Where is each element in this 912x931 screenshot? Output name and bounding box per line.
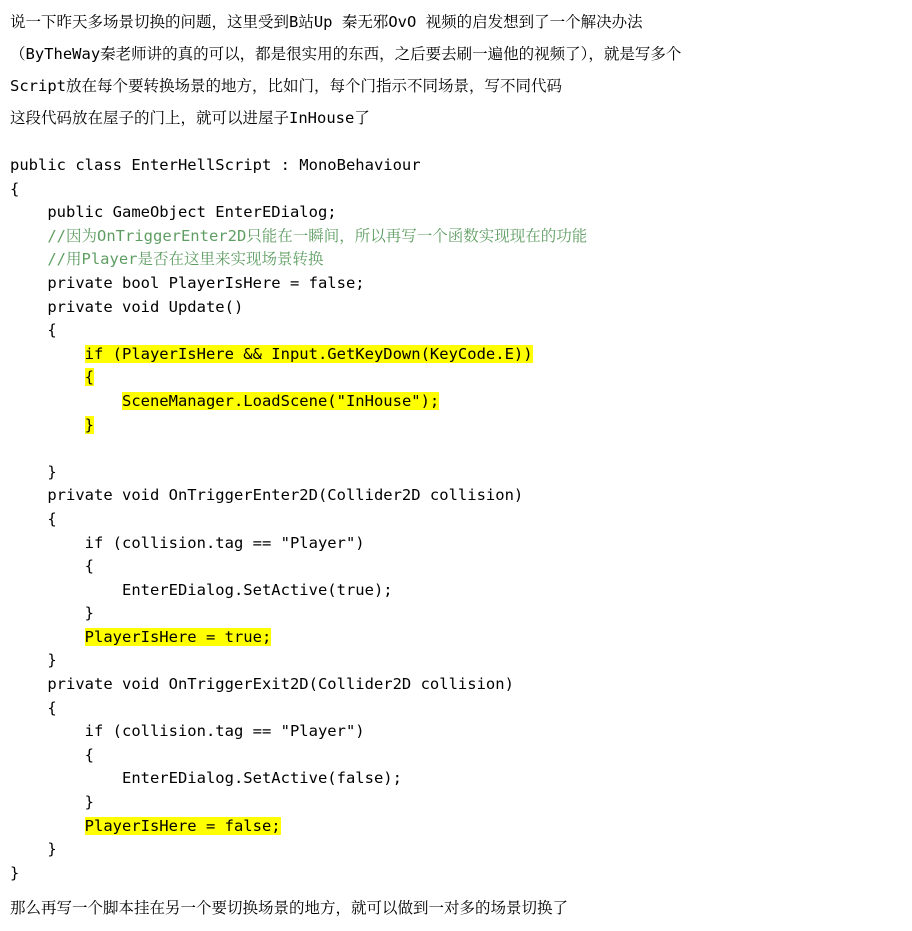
code-line <box>10 390 902 414</box>
code-line: { <box>10 698 57 717</box>
intro-section <box>0 0 912 132</box>
code-line: private bool PlayerIsHere = false; <box>10 273 365 292</box>
code-line <box>10 437 902 461</box>
code-line: } <box>10 462 57 481</box>
code-line <box>10 414 902 438</box>
code-line: EnterEDialog.SetActive(false); <box>10 769 402 788</box>
code-line: public GameObject EnterEDialog; <box>10 203 337 222</box>
intro-paragraph-3: Script放在每个要转换场景的地方，比如门，每个门指示不同场景，写不同代码 <box>10 77 562 95</box>
code-line: public class EnterHellScript : MonoBehaviour <box>10 156 421 174</box>
code-line: private void OnTriggerEnter2D(Collider2D collision) <box>10 486 524 505</box>
code-line: private void Update() <box>10 297 244 316</box>
code-line: { <box>10 321 57 340</box>
outro-paragraph: 那么再写一个脚本挂在另一个要切换场景的地方，就可以做到一对多的场景切换了 <box>10 899 569 918</box>
code-line: } <box>10 793 94 812</box>
code-block <box>0 154 912 885</box>
code-line: //用Player是否在这里来实现场景转换 <box>10 250 324 269</box>
code-line <box>10 366 902 390</box>
code-line: } <box>10 863 20 882</box>
code-line: { <box>10 509 57 528</box>
outro-section <box>0 885 912 921</box>
code-line: if (collision.tag == "Player") <box>10 533 365 552</box>
code-highlight: { <box>84 368 94 387</box>
code-line <box>10 343 902 367</box>
code-line: } <box>10 651 57 670</box>
intro-paragraph-1: 说一下昨天多场景切换的问题，这里受到B站Up 秦无邪OvO 视频的启发想到了一个解决办法 <box>10 13 643 31</box>
code-line <box>10 815 902 839</box>
code-highlight: SceneManager.LoadScene("InHouse"); <box>121 391 440 410</box>
intro-paragraph-4: 这段代码放在屋子的门上，就可以进屋子InHouse了 <box>10 109 370 127</box>
code-highlight: if (PlayerIsHere && Input.GetKeyDown(KeyCode.E)) <box>84 344 533 363</box>
code-line: if (collision.tag == "Player") <box>10 722 365 741</box>
code-highlight: PlayerIsHere = true; <box>84 627 272 646</box>
code-highlight: } <box>84 415 94 434</box>
intro-paragraph-2: （ByTheWay秦老师讲的真的可以，都是很实用的东西，之后要去刷一遍他的视频了），就是写多个 <box>10 45 682 63</box>
code-line: } <box>10 604 94 623</box>
code-line: { <box>10 179 20 198</box>
code-line: private void OnTriggerExit2D(Collider2D collision) <box>10 675 514 694</box>
code-line: EnterEDialog.SetActive(true); <box>10 580 393 599</box>
code-line: //因为OnTriggerEnter2D只能在一瞬间，所以再写一个函数实现现在的功能 <box>10 226 588 245</box>
code-line: } <box>10 840 57 859</box>
code-line: { <box>10 557 94 576</box>
code-line <box>10 626 902 650</box>
code-highlight: PlayerIsHere = false; <box>84 816 281 835</box>
code-line: { <box>10 745 94 764</box>
